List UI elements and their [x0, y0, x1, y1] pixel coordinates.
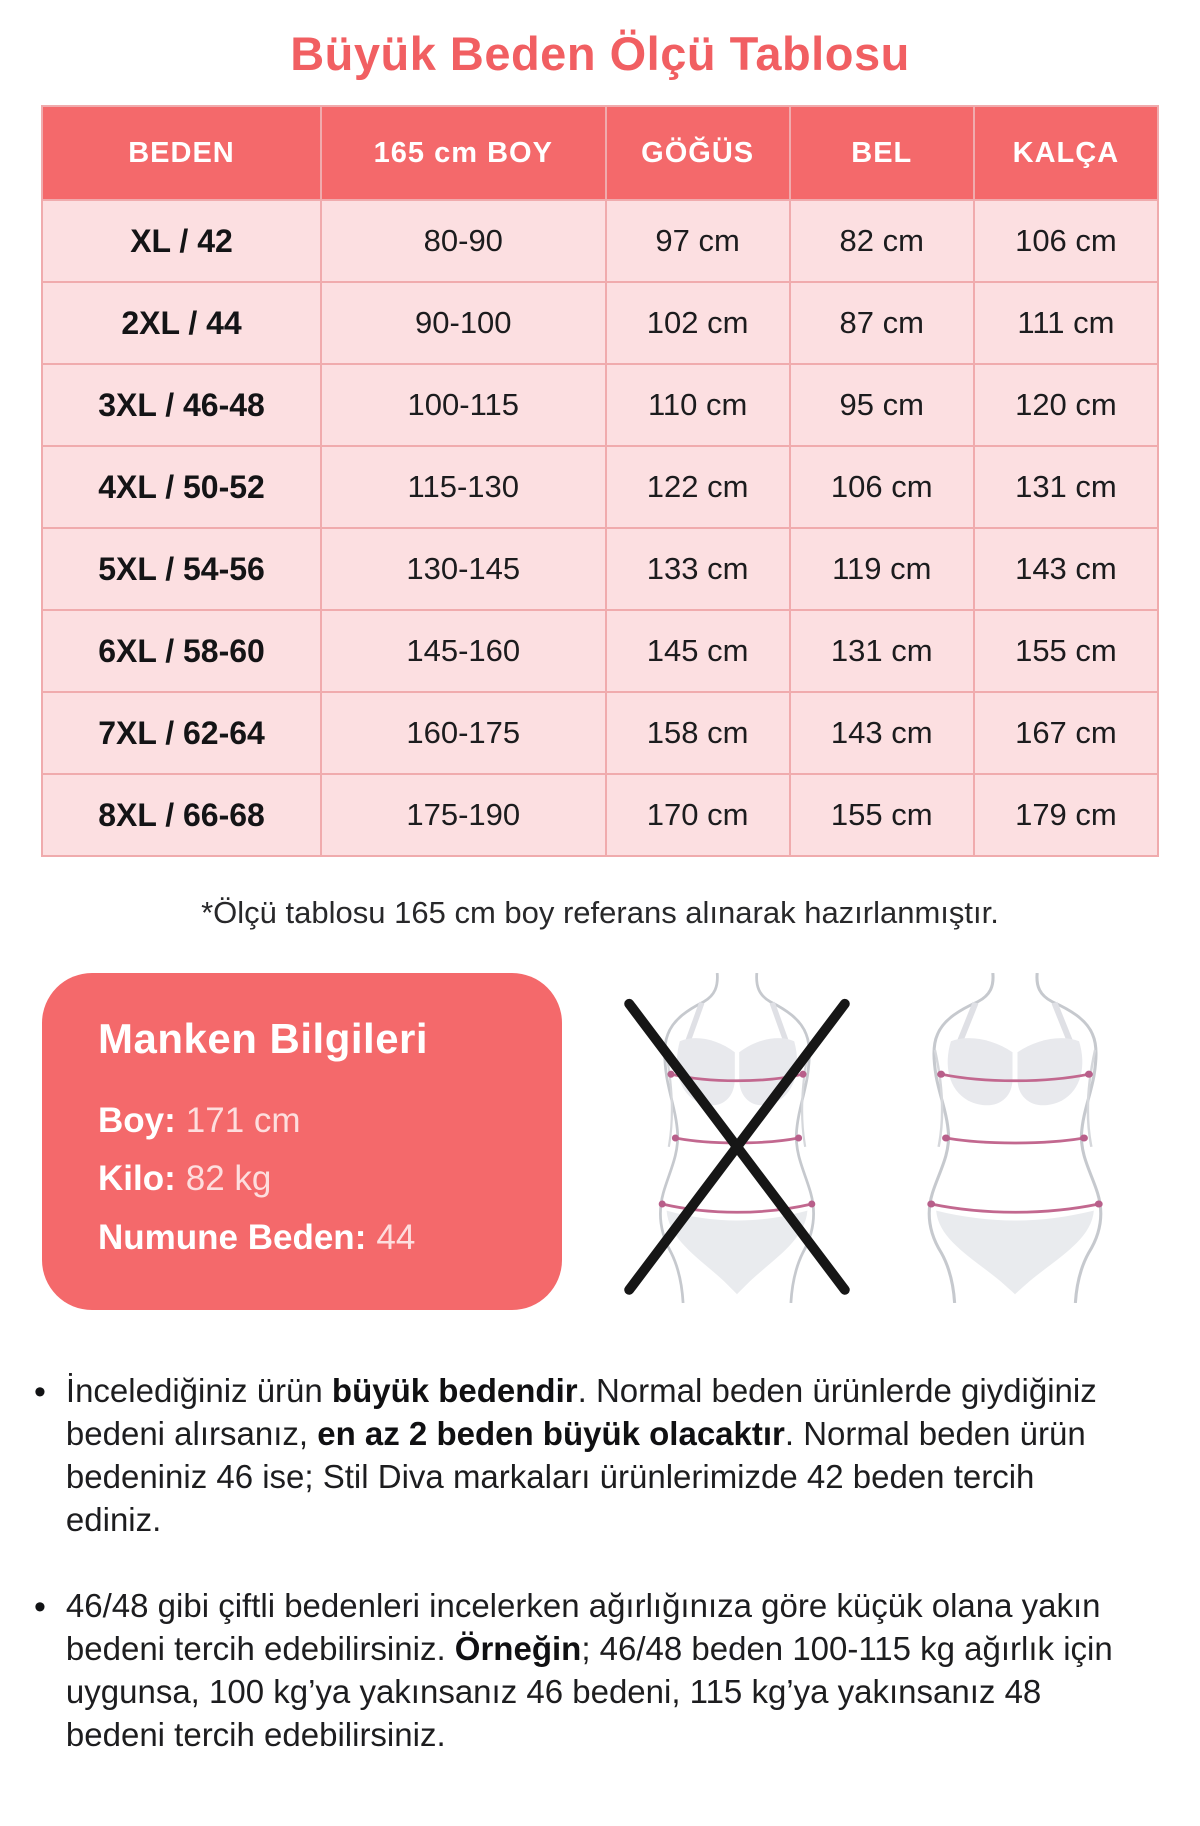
model-weight-label: Kilo:	[98, 1159, 176, 1199]
table-row	[42, 610, 1158, 692]
waist-cell: 95 cm	[790, 364, 974, 446]
table-row	[42, 200, 1158, 282]
size-cell: XL / 42	[42, 200, 321, 282]
model-height-line	[98, 1097, 534, 1145]
note-text-1: İncelediğiniz ürün büyük bedendir. Normal beden ürünlerde giydiğiniz bedeni alırsanız, en az 2 beden büyük olacaktır. Normal beden ürün bedeniniz 46 ise; Stil Diva markaları ürünlerimizde 42 beden tercih ediniz.	[65, 1371, 1097, 1538]
chest-cell: 102 cm	[606, 282, 790, 364]
weight-cell: 130-145	[321, 528, 606, 610]
size-cell: 8XL / 66-68	[42, 774, 321, 856]
table-header-row	[42, 106, 1158, 200]
model-weight-line	[98, 1155, 534, 1203]
chest-cell: 158 cm	[606, 692, 790, 774]
waist-cell: 155 cm	[790, 774, 974, 856]
weight-cell: 90-100	[321, 282, 606, 364]
model-sample-size-line	[98, 1214, 534, 1262]
note-text-2: 46/48 gibi çiftli bedenleri incelerken ağırlığınıza göre küçük olana yakın bedeni tercih edebilirsiniz. Örneğin; 46/48 beden 100-115 kg ağırlık için uygunsa, 100 kg’ya yakınsanız 46 bedeni, 115 kg’ya yakınsanız 48 bedeni tercih edebilirsiniz.	[65, 1587, 1113, 1754]
waist-cell: 143 cm	[790, 692, 974, 774]
waist-cell: 82 cm	[790, 200, 974, 282]
model-info-card	[42, 973, 562, 1310]
body-measurement-figure-icon	[889, 973, 1141, 1303]
size-cell: 7XL / 62-64	[42, 692, 321, 774]
hip-cell: 179 cm	[974, 774, 1158, 856]
weight-cell: 160-175	[321, 692, 606, 774]
model-sample-size-value: 44	[376, 1217, 416, 1257]
model-info-heading: Manken Bilgileri	[98, 1015, 429, 1062]
size-cell: 5XL / 54-56	[42, 528, 321, 610]
chest-cell: 97 cm	[606, 200, 790, 282]
size-cell: 4XL / 50-52	[42, 446, 321, 528]
bullet-icon: •	[34, 1588, 46, 1627]
size-cell: 2XL / 44	[42, 282, 321, 364]
size-cell: 6XL / 58-60	[42, 610, 321, 692]
col-header-beden: BEDEN	[42, 106, 321, 200]
bullet-icon: •	[34, 1372, 46, 1411]
note-item-1	[34, 1370, 1156, 1542]
hip-cell: 167 cm	[974, 692, 1158, 774]
waist-cell: 119 cm	[790, 528, 974, 610]
table-footnote: *Ölçü tablosu 165 cm boy referans alınarak hazırlanmıştır.	[201, 895, 999, 930]
col-header-gogus: GÖĞÜS	[606, 106, 790, 200]
chest-cell: 133 cm	[606, 528, 790, 610]
hip-cell: 120 cm	[974, 364, 1158, 446]
table-row	[42, 528, 1158, 610]
table-row	[42, 692, 1158, 774]
hip-cell: 106 cm	[974, 200, 1158, 282]
model-height-value: 171 cm	[185, 1101, 301, 1140]
chest-cell: 122 cm	[606, 446, 790, 528]
col-header-kalca: KALÇA	[974, 106, 1158, 200]
model-height-label: Boy:	[98, 1101, 176, 1140]
weight-cell: 115-130	[321, 446, 606, 528]
table-row	[42, 446, 1158, 528]
col-header-boy: 165 cm BOY	[321, 106, 606, 200]
size-table	[41, 105, 1159, 857]
col-header-bel: BEL	[790, 106, 974, 200]
weight-cell: 175-190	[321, 774, 606, 856]
weight-cell: 100-115	[321, 364, 606, 446]
size-cell: 3XL / 46-48	[42, 364, 321, 446]
waist-cell: 87 cm	[790, 282, 974, 364]
table-row	[42, 282, 1158, 364]
waist-cell: 131 cm	[790, 610, 974, 692]
table-row	[42, 774, 1158, 856]
weight-cell: 145-160	[321, 610, 606, 692]
model-weight-value: 82 kg	[185, 1159, 272, 1199]
table-row	[42, 364, 1158, 446]
chest-cell: 110 cm	[606, 364, 790, 446]
notes-section	[34, 1370, 1156, 1757]
body-measurement-figure-crossed-icon	[611, 973, 863, 1303]
model-sample-size-label: Numune Beden:	[98, 1217, 367, 1257]
figures-illustration	[592, 973, 1160, 1303]
chest-cell: 145 cm	[606, 610, 790, 692]
waist-cell: 106 cm	[790, 446, 974, 528]
weight-cell: 80-90	[321, 200, 606, 282]
hip-cell: 155 cm	[974, 610, 1158, 692]
page-title: Büyük Beden Ölçü Tablosu	[290, 27, 910, 80]
hip-cell: 131 cm	[974, 446, 1158, 528]
chest-cell: 170 cm	[606, 774, 790, 856]
note-item-2	[34, 1585, 1156, 1757]
bottom-info-section	[42, 973, 1160, 1310]
hip-cell: 111 cm	[974, 282, 1158, 364]
hip-cell: 143 cm	[974, 528, 1158, 610]
